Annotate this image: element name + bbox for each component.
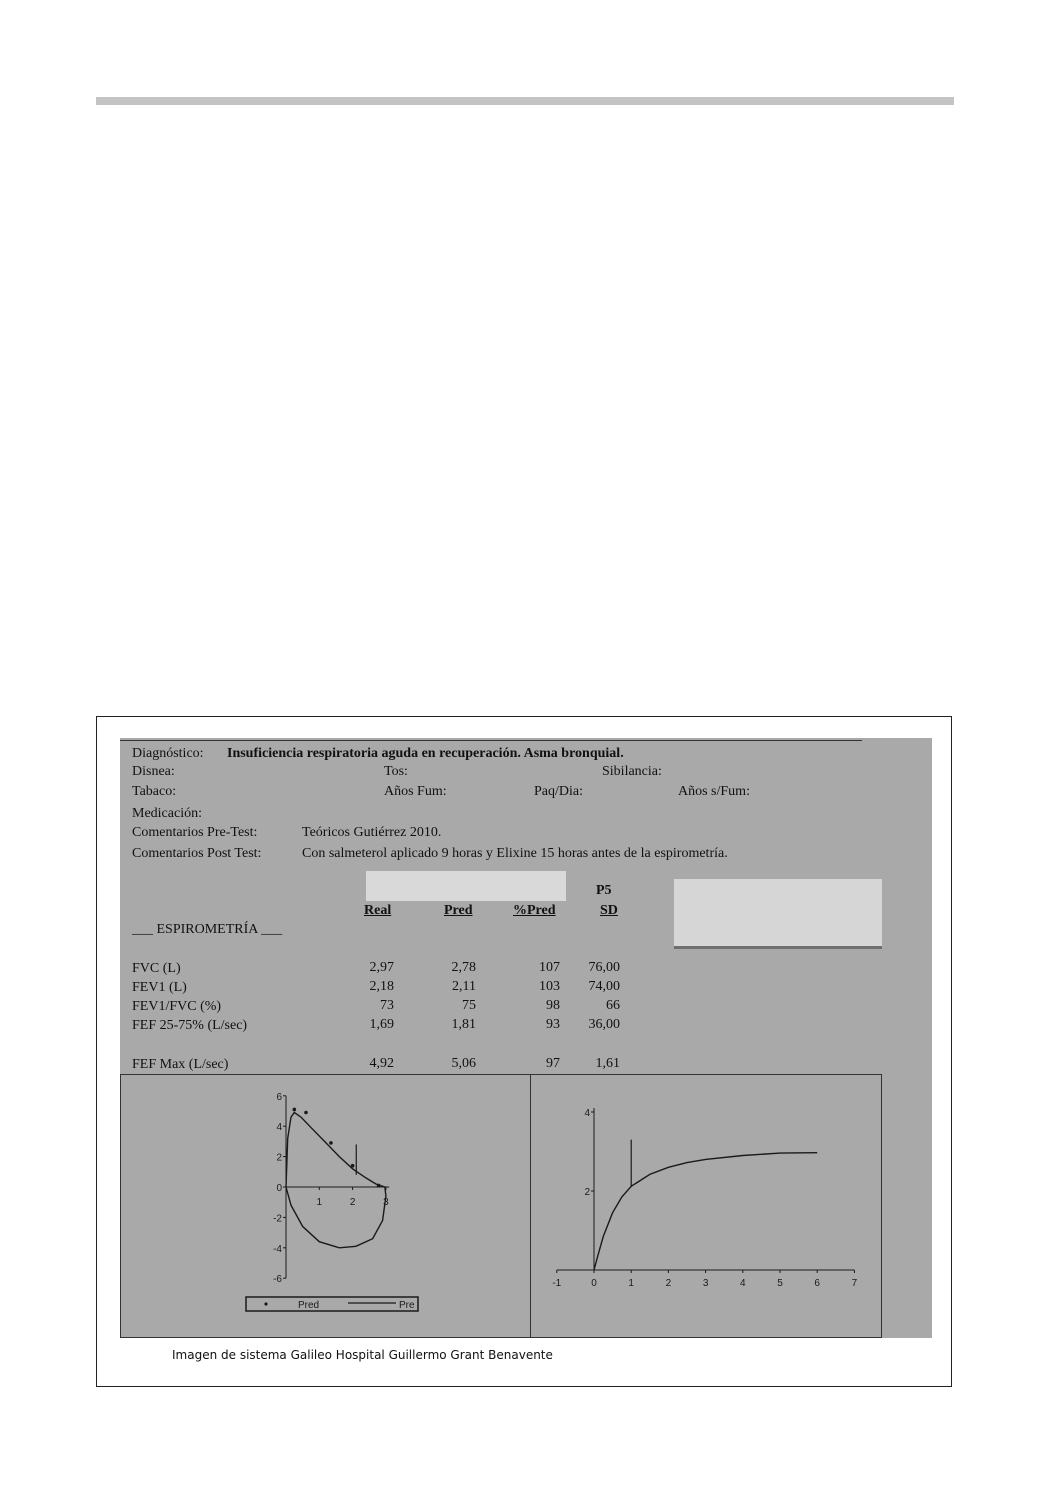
y-tick-label: 2 [276, 1152, 282, 1164]
row-sd: 76,00 [588, 960, 620, 975]
row-real: 2,18 [369, 979, 394, 994]
col-pred: Pred [444, 903, 473, 918]
y-tick-label: 6 [276, 1091, 282, 1103]
series-line-volume [594, 1153, 817, 1270]
y-tick-label: 4 [276, 1122, 282, 1134]
medicacion-label: Medicación: [132, 806, 202, 821]
x-tick-label: -1 [552, 1278, 562, 1289]
disnea-label: Disnea: [132, 764, 175, 779]
legend-pre-label: Pre [399, 1300, 415, 1311]
post-test-label: Comentarios Post Test: [132, 846, 262, 861]
y-tick-label: 0 [276, 1183, 282, 1194]
row-pred: 2,78 [451, 960, 476, 975]
row-sd: 66 [606, 998, 620, 1013]
pred-point [304, 1111, 308, 1115]
section-title: ___ ESPIROMETRÍA ___ [132, 922, 283, 937]
row-sd: 36,00 [588, 1017, 620, 1032]
legend-box [246, 1297, 418, 1311]
row-label: FVC (L) [132, 961, 181, 976]
pred-point [351, 1164, 355, 1168]
figure-caption: Imagen de sistema Galileo Hospital Guillermo Grant Benavente [172, 1348, 553, 1362]
scan-top-line [120, 740, 862, 741]
x-tick-label: 3 [383, 1197, 389, 1208]
spirometry-report-scan [120, 738, 932, 1338]
legend-pred-marker [264, 1302, 267, 1305]
y-tick-label: 4 [584, 1108, 590, 1119]
row-label: FEV1 (L) [132, 980, 187, 995]
x-tick-label: 0 [591, 1278, 597, 1289]
redaction-box [366, 871, 566, 901]
row-pred: 2,11 [452, 979, 476, 994]
paq-dia-label: Paq/Dia: [534, 784, 583, 799]
diagnostico-label: Diagnóstico: [132, 746, 204, 761]
post-test-value: Con salmeterol aplicado 9 horas y Elixine 15 horas antes de la espirometría. [302, 846, 728, 861]
x-tick-label: 2 [665, 1278, 672, 1289]
volume-time-plot [531, 1074, 882, 1338]
x-tick-label: 1 [316, 1197, 323, 1208]
row-pct: 103 [539, 979, 560, 994]
redaction-box-right [674, 879, 882, 949]
pred-point [377, 1184, 381, 1188]
y-tick-label: -2 [273, 1213, 282, 1225]
pred-point [329, 1141, 333, 1145]
y-tick-label: 2 [584, 1187, 590, 1198]
row-label: FEV1/FVC (%) [132, 999, 222, 1014]
row-sd: 74,00 [588, 979, 620, 994]
row-real: 73 [380, 998, 394, 1013]
row-label: FEF 25-75% (L/sec) [132, 1018, 248, 1033]
col-pct-pred: %Pred [513, 903, 556, 918]
legend-pred-label: Pred [298, 1300, 320, 1311]
x-tick-label: 4 [740, 1278, 746, 1289]
row-pct: 107 [539, 960, 560, 975]
row-real: 4,92 [369, 1056, 394, 1071]
row-pct: 97 [546, 1056, 560, 1071]
x-tick-label: 7 [851, 1278, 858, 1289]
x-tick-label: 1 [628, 1278, 634, 1289]
row-pred: 1,81 [451, 1017, 476, 1032]
tos-label: Tos: [384, 764, 408, 779]
y-tick-label: -4 [273, 1243, 282, 1255]
sibilancia-label: Sibilancia: [602, 764, 662, 779]
pred-point [293, 1108, 297, 1112]
row-pred: 5,06 [451, 1056, 476, 1071]
anos-sfum-label: Años s/Fum: [678, 784, 750, 799]
pre-test-value: Teóricos Gutiérrez 2010. [302, 825, 442, 840]
series-line-pre [286, 1113, 386, 1248]
x-tick-label: 3 [702, 1278, 709, 1289]
x-tick-label: 2 [349, 1197, 356, 1208]
col-real: Real [364, 903, 392, 918]
col-sd: SD [600, 903, 618, 918]
diagnostico-value: Insuficiencia respiratoria aguda en recuperación. Asma bronquial. [227, 746, 624, 761]
flow-volume-plot [120, 1074, 530, 1338]
anos-fum-label: Años Fum: [384, 784, 447, 799]
row-pct: 98 [546, 998, 560, 1013]
row-label: FEF Max (L/sec) [132, 1057, 229, 1072]
top-rule [96, 97, 954, 105]
x-tick-label: 6 [814, 1278, 820, 1289]
x-tick-label: 5 [777, 1278, 783, 1289]
pre-test-label: Comentarios Pre-Test: [132, 825, 258, 840]
row-real: 2,97 [369, 960, 394, 975]
tabaco-label: Tabaco: [132, 784, 177, 799]
row-sd: 1,61 [595, 1056, 620, 1071]
row-pred: 75 [462, 998, 476, 1013]
row-pct: 93 [546, 1017, 560, 1032]
y-tick-label: -6 [273, 1274, 282, 1286]
col-p5: P5 [596, 883, 612, 898]
row-real: 1,69 [369, 1017, 394, 1032]
